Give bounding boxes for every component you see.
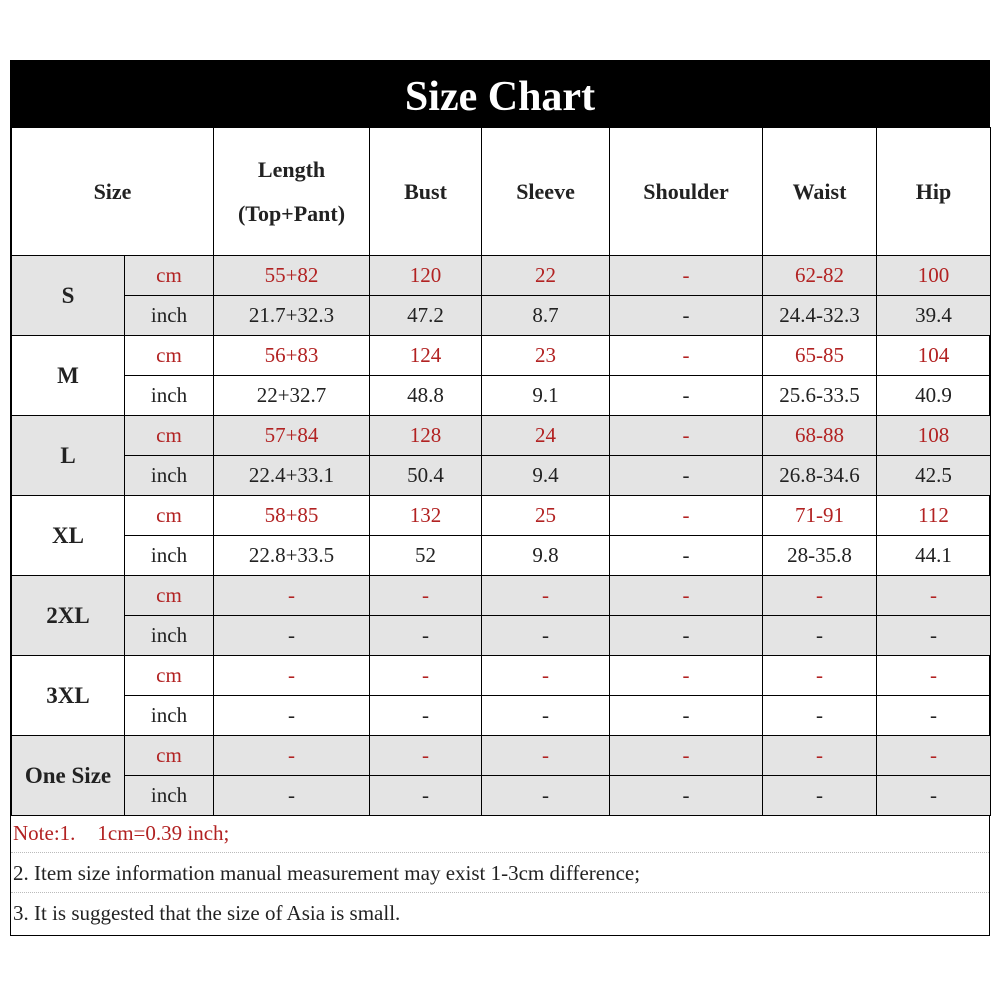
sleeve-value: -: [482, 736, 610, 776]
sleeve-value: 9.1: [482, 376, 610, 416]
waist-value: 28-35.8: [763, 536, 877, 576]
sleeve-value: 8.7: [482, 296, 610, 336]
hip-value: -: [877, 696, 991, 736]
unit-label: cm: [125, 416, 214, 456]
unit-label: cm: [125, 336, 214, 376]
sleeve-value: 9.4: [482, 456, 610, 496]
hip-value: 112: [877, 496, 991, 536]
unit-label: inch: [125, 696, 214, 736]
sleeve-value: -: [482, 576, 610, 616]
header-length-line1: Length: [257, 156, 326, 182]
notes: [11, 813, 989, 933]
sleeve-value: -: [482, 776, 610, 816]
header-bust: Bust: [370, 128, 482, 256]
table-row: [12, 776, 991, 816]
table-row: [12, 736, 991, 776]
unit-label: cm: [125, 256, 214, 296]
size-label: L: [12, 416, 125, 496]
table-row: [12, 376, 991, 416]
shoulder-value: -: [610, 656, 763, 696]
length-value: 22.4+33.1: [214, 456, 370, 496]
shoulder-value: -: [610, 616, 763, 656]
table-body: [12, 256, 991, 816]
sleeve-value: -: [482, 696, 610, 736]
bust-value: -: [370, 696, 482, 736]
length-value: -: [214, 696, 370, 736]
sleeve-value: -: [482, 616, 610, 656]
waist-value: 26.8-34.6: [763, 456, 877, 496]
bust-value: 132: [370, 496, 482, 536]
length-value: -: [214, 656, 370, 696]
unit-label: inch: [125, 376, 214, 416]
note-1-prefix: Note:1.: [13, 821, 76, 845]
hip-value: -: [877, 656, 991, 696]
waist-value: 65-85: [763, 336, 877, 376]
waist-value: 68-88: [763, 416, 877, 456]
length-value: 58+85: [214, 496, 370, 536]
table-row: [12, 656, 991, 696]
size-chart: [10, 60, 990, 936]
bust-value: -: [370, 616, 482, 656]
shoulder-value: -: [610, 496, 763, 536]
shoulder-value: -: [610, 256, 763, 296]
header-sleeve: Sleeve: [482, 128, 610, 256]
bust-value: -: [370, 736, 482, 776]
waist-value: -: [763, 776, 877, 816]
shoulder-value: -: [610, 696, 763, 736]
unit-label: cm: [125, 496, 214, 536]
length-value: 55+82: [214, 256, 370, 296]
waist-value: 25.6-33.5: [763, 376, 877, 416]
waist-value: 71-91: [763, 496, 877, 536]
waist-value: -: [763, 656, 877, 696]
shoulder-value: -: [610, 336, 763, 376]
sleeve-value: 9.8: [482, 536, 610, 576]
table-row: [12, 696, 991, 736]
hip-value: -: [877, 736, 991, 776]
note-1-text: 1cm=0.39 inch;: [97, 821, 230, 845]
sleeve-value: 24: [482, 416, 610, 456]
hip-value: -: [877, 576, 991, 616]
table-row: [12, 496, 991, 536]
length-value: -: [214, 616, 370, 656]
header-shoulder: Shoulder: [610, 128, 763, 256]
sleeve-value: -: [482, 656, 610, 696]
table-row: [12, 416, 991, 456]
length-value: 57+84: [214, 416, 370, 456]
table-row: [12, 456, 991, 496]
hip-value: 39.4: [877, 296, 991, 336]
shoulder-value: -: [610, 736, 763, 776]
waist-value: 62-82: [763, 256, 877, 296]
hip-value: 42.5: [877, 456, 991, 496]
size-label: 3XL: [12, 656, 125, 736]
bust-value: -: [370, 776, 482, 816]
bust-value: 128: [370, 416, 482, 456]
bust-value: 120: [370, 256, 482, 296]
header-row: [12, 128, 991, 256]
hip-value: -: [877, 776, 991, 816]
size-table: [11, 127, 991, 816]
waist-value: 24.4-32.3: [763, 296, 877, 336]
header-waist: Waist: [763, 128, 877, 256]
hip-value: 104: [877, 336, 991, 376]
length-value: -: [214, 736, 370, 776]
sleeve-value: 22: [482, 256, 610, 296]
header-length-line2: (Top+Pant): [237, 200, 346, 226]
shoulder-value: -: [610, 376, 763, 416]
length-value: -: [214, 776, 370, 816]
waist-value: -: [763, 696, 877, 736]
bust-value: 48.8: [370, 376, 482, 416]
length-value: -: [214, 576, 370, 616]
header-hip: Hip: [877, 128, 991, 256]
shoulder-value: -: [610, 416, 763, 456]
title-bar: [11, 61, 989, 127]
unit-label: cm: [125, 576, 214, 616]
unit-label: cm: [125, 656, 214, 696]
table-row: [12, 616, 991, 656]
bust-value: 124: [370, 336, 482, 376]
shoulder-value: -: [610, 576, 763, 616]
length-value: 21.7+32.3: [214, 296, 370, 336]
size-label: S: [12, 256, 125, 336]
bust-value: -: [370, 656, 482, 696]
bust-value: -: [370, 576, 482, 616]
table-row: [12, 576, 991, 616]
shoulder-value: -: [610, 776, 763, 816]
waist-value: -: [763, 576, 877, 616]
hip-value: -: [877, 616, 991, 656]
size-label: 2XL: [12, 576, 125, 656]
hip-value: 100: [877, 256, 991, 296]
bust-value: 52: [370, 536, 482, 576]
shoulder-value: -: [610, 536, 763, 576]
unit-label: inch: [125, 616, 214, 656]
unit-label: inch: [125, 776, 214, 816]
length-value: 22.8+33.5: [214, 536, 370, 576]
note-3: 3. It is suggested that the size of Asia is small.: [13, 901, 401, 925]
hip-value: 40.9: [877, 376, 991, 416]
bust-value: 50.4: [370, 456, 482, 496]
unit-label: inch: [125, 456, 214, 496]
note-2: 2. Item size information manual measurement may exist 1-3cm difference;: [11, 853, 989, 893]
bust-value: 47.2: [370, 296, 482, 336]
table-row: [12, 296, 991, 336]
hip-value: 108: [877, 416, 991, 456]
hip-value: 44.1: [877, 536, 991, 576]
unit-label: inch: [125, 536, 214, 576]
shoulder-value: -: [610, 296, 763, 336]
header-size: Size: [12, 128, 214, 256]
chart-title: Size Chart: [404, 74, 596, 120]
unit-label: inch: [125, 296, 214, 336]
size-label: One Size: [12, 736, 125, 816]
table-row: [12, 336, 991, 376]
sleeve-value: 25: [482, 496, 610, 536]
note-1: [11, 813, 989, 853]
size-label: XL: [12, 496, 125, 576]
length-value: 56+83: [214, 336, 370, 376]
header-length: [214, 128, 370, 256]
waist-value: -: [763, 616, 877, 656]
sleeve-value: 23: [482, 336, 610, 376]
waist-value: -: [763, 736, 877, 776]
table-row: [12, 536, 991, 576]
size-label: M: [12, 336, 125, 416]
length-value: 22+32.7: [214, 376, 370, 416]
unit-label: cm: [125, 736, 214, 776]
table-row: [12, 256, 991, 296]
shoulder-value: -: [610, 456, 763, 496]
